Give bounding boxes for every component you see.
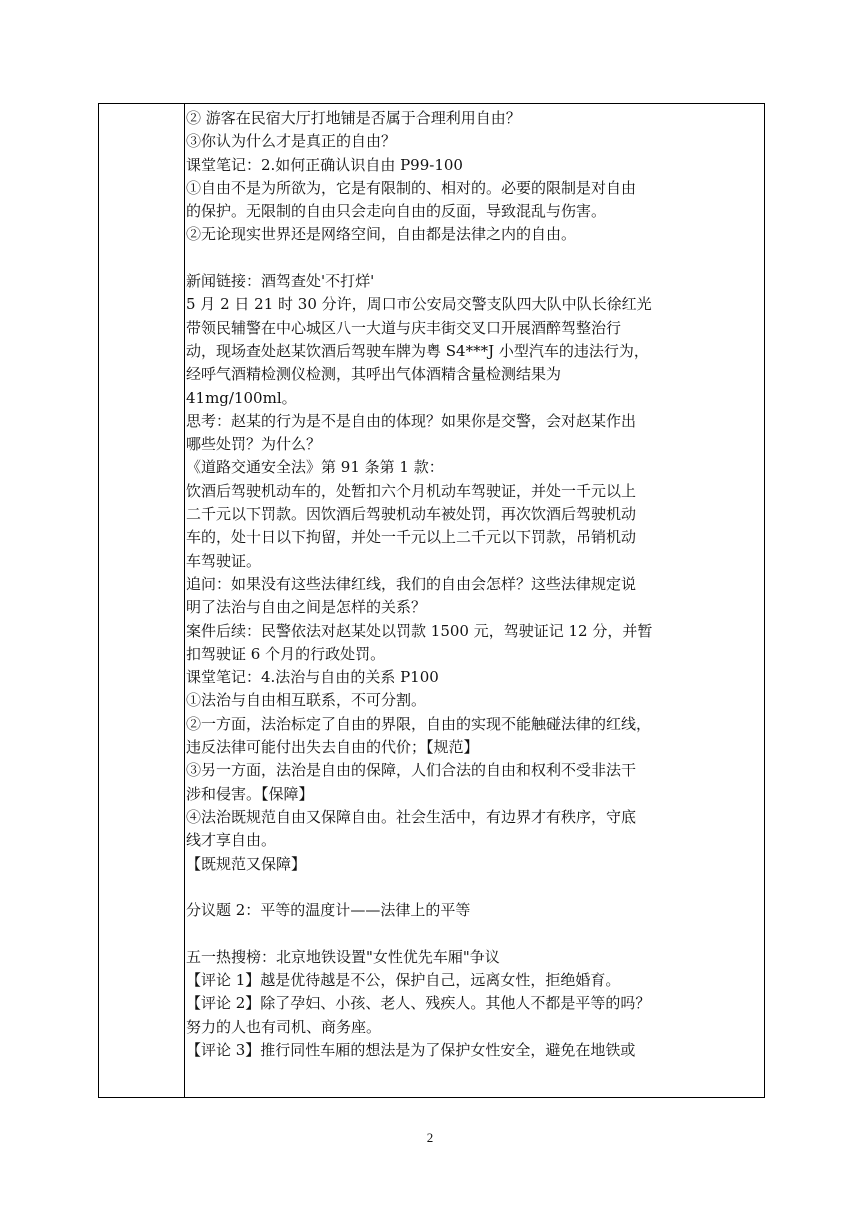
text-line: 动，现场查处赵某饮酒后驾驶车牌为粤 S4***J 小型汽车的违法行为，	[186, 341, 649, 360]
text-line: ② 游客在民宿大厅打地铺是否属于合理利用自由？	[186, 109, 521, 127]
text-line: 41mg/100ml。	[186, 388, 297, 407]
text-line: 的保护。无限制的自由只会走向自由的反面，导致混乱与伤害。	[186, 202, 607, 221]
text-line: ①法治与自由相互联系，不可分割。	[186, 691, 427, 710]
lesson-table	[98, 103, 765, 1098]
text-line: 扣驾驶证 6 个月的行政处罚。	[186, 644, 386, 663]
text-line: 努力的人也有司机、商务座。	[186, 1017, 382, 1036]
text-line: 线才享自由。	[186, 831, 277, 850]
page-number: 2	[426, 1130, 434, 1145]
table-left-column	[99, 104, 185, 1097]
text-line: 违反法律可能付出失去自由的代价；【规范】	[186, 738, 479, 757]
text-line: 车驾驶证。	[186, 551, 262, 570]
text-line: ③另一方面，法治是自由的保障，人们合法的自由和权利不受非法干	[186, 761, 637, 780]
text-line: 带领民辅警在中心城区八一大道与庆丰街交叉口开展酒醉驾整治行	[186, 318, 622, 337]
text-line: 经呼气酒精检测仪检测，其呼出气体酒精含量检测结果为	[186, 365, 562, 384]
table-content-cell	[186, 107, 757, 1097]
text-line: 明了法治与自由之间是怎样的关系？	[186, 598, 427, 617]
text-line: ④法治既规范自由又保障自由。社会生活中，有边界才有秩序，守底	[186, 807, 637, 826]
text-line: 【评论 1】越是优待越是不公，保护自己，远离女性，拒绝婚育。	[186, 970, 621, 989]
text-line: 【既规范又保障】	[186, 854, 307, 873]
text-line: 新闻链接：酒驾查处'不打烊'	[186, 272, 375, 291]
blank-line	[186, 922, 757, 945]
blank-line	[186, 876, 757, 899]
text-line: 车的，处十日以下拘留，并处一千元以上二千元以下罚款，吊销机动	[186, 528, 637, 547]
blank-line	[186, 247, 757, 270]
text-line: 【评论 2】除了孕妇、小孩、老人、残疾人。其他人不都是平等的吗？	[186, 994, 651, 1013]
text-line: 五一热搜榜：北京地铁设置"女性优先车厢"争议	[186, 947, 500, 966]
text-line: 哪些处罚？为什么？	[186, 435, 322, 454]
text-line: 饮酒后驾驶机动车的，处暂扣六个月机动车驾驶证，并处一千元以上	[186, 481, 637, 500]
text-line: 涉和侵害。【保障】	[186, 784, 314, 803]
text-line: 追问：如果没有这些法律红线，我们的自由会怎样？这些法律规定说	[186, 574, 637, 593]
text-line: 【评论 3】推行同性车厢的想法是为了保护女性安全，避免在地铁或	[186, 1040, 636, 1059]
text-line: 课堂笔记：2.如何正确认识自由 P99-100	[186, 155, 463, 174]
text-line: 5 月 2 日 21 时 30 分许，周口市公安局交警支队四大队中队长徐红光	[186, 295, 652, 314]
text-line: 思考：赵某的行为是不是自由的体现？如果你是交警，会对赵某作出	[186, 411, 637, 430]
text-line: 《道路交通安全法》第 91 条第 1 款：	[186, 458, 444, 477]
text-line: 分议题 2：平等的温度计——法律上的平等	[186, 901, 471, 920]
text-line: ①自由不是为所欲为，它是有限制的、相对的。必要的限制是对自由	[186, 178, 637, 197]
text-line: ②无论现实世界还是网络空间，自由都是法律之内的自由。	[186, 225, 577, 244]
text-line: ②一方面，法治标定了自由的界限，自由的实现不能触碰法律的红线，	[186, 714, 652, 733]
text-line: ③你认为什么才是真正的自由？	[186, 132, 397, 151]
text-line: 课堂笔记：4.法治与自由的关系 P100	[186, 668, 439, 687]
text-line: 二千元以下罚款。因饮酒后驾驶机动车被处罚，再次饮酒后驾驶机动	[186, 505, 637, 524]
text-line: 案件后续：民警依法对赵某处以罚款 1500 元，驾驶证记 12 分，并暂	[186, 621, 653, 640]
